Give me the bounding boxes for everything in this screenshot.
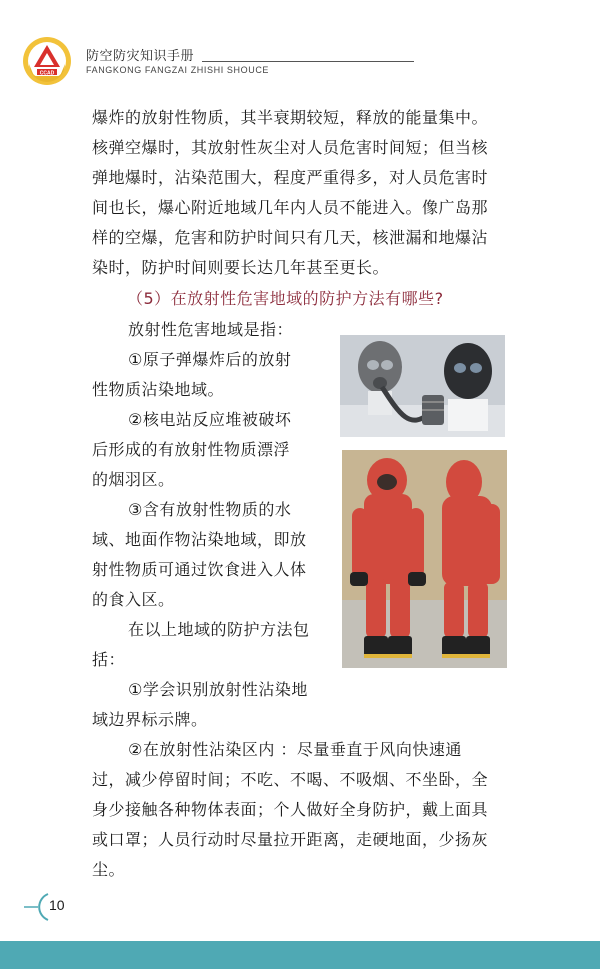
gas-mask-photo [340, 335, 505, 437]
text-line: 放射性危害地域是指： [128, 320, 294, 339]
page-header [0, 0, 600, 90]
intro-paragraph [92, 103, 488, 283]
page-number: 10 [49, 897, 65, 913]
text-line: 核弹空爆时，其放射性灰尘对人员危害时间短；但当核 [92, 138, 489, 157]
text-line: 域边界标示牌。 [92, 710, 208, 729]
text-line: 的食入区。 [92, 590, 175, 609]
footer-bar [0, 941, 600, 969]
text-line: 在以上地域的防护方法包 [128, 620, 310, 639]
protective-suit-photo [342, 450, 507, 668]
text-line: ①学会识别放射性沾染地 [128, 680, 308, 699]
text-line: 或口罩；人员行动时尽量拉开距离，走硬地面，少扬灰 [92, 830, 489, 849]
text-line: 性物质沾染地域。 [92, 380, 225, 399]
section-question: （5）在放射性危害地域的防护方法有哪些? [127, 289, 444, 308]
header-rule [202, 61, 414, 62]
text-line: 间也长，爆心附近地域几年内人员不能进入。像广岛那 [92, 198, 489, 217]
final-paragraph [92, 735, 488, 885]
text-line: 射性物质可通过饮食进入人体 [92, 560, 307, 579]
text-line: 后形成的有放射性物质漂浮 [92, 440, 291, 459]
handbook-title: 防空防灾知识手册 [86, 49, 195, 64]
text-line: 的烟羽区。 [92, 470, 175, 489]
text-line: 身少接触各种物体表面；个人做好全身防护，戴上面具 [92, 800, 489, 819]
text-line: 过，减少停留时间；不吃、不喝、不吸烟、不坐卧，全 [92, 770, 489, 789]
text-line: 尘。 [92, 860, 126, 879]
text-line: 括： [92, 650, 126, 669]
handbook-subtitle: FANGKONG FANGZAI ZHISHI SHOUCE [86, 65, 270, 75]
text-line: ②核电站反应堆被破坏 [128, 410, 292, 429]
text-line: ②在放射性沾染区内 ：尽量垂直于风向快速通 [128, 740, 462, 759]
svg-text:CCAD: CCAD [39, 70, 55, 77]
text-line: 样的空爆，危害和防护时间只有几天，核泄漏和地爆沾 [92, 228, 489, 247]
text-line: 染时，防护时间则要长达几年甚至更长。 [92, 258, 390, 277]
text-line: 弹地爆时，沾染范围大，程度严重得多，对人员危害时 [92, 168, 489, 187]
text-line: ③含有放射性物质的水 [128, 500, 292, 519]
left-column-text [92, 315, 310, 735]
ccad-emblem-icon [22, 36, 72, 86]
text-line: 域、地面作物沾染地域，即放 [92, 530, 307, 549]
text-line: ①原子弹爆炸后的放射 [128, 350, 292, 369]
text-line: 爆炸的放射性物质，其半衰期较短，释放的能量集中。 [92, 108, 489, 127]
